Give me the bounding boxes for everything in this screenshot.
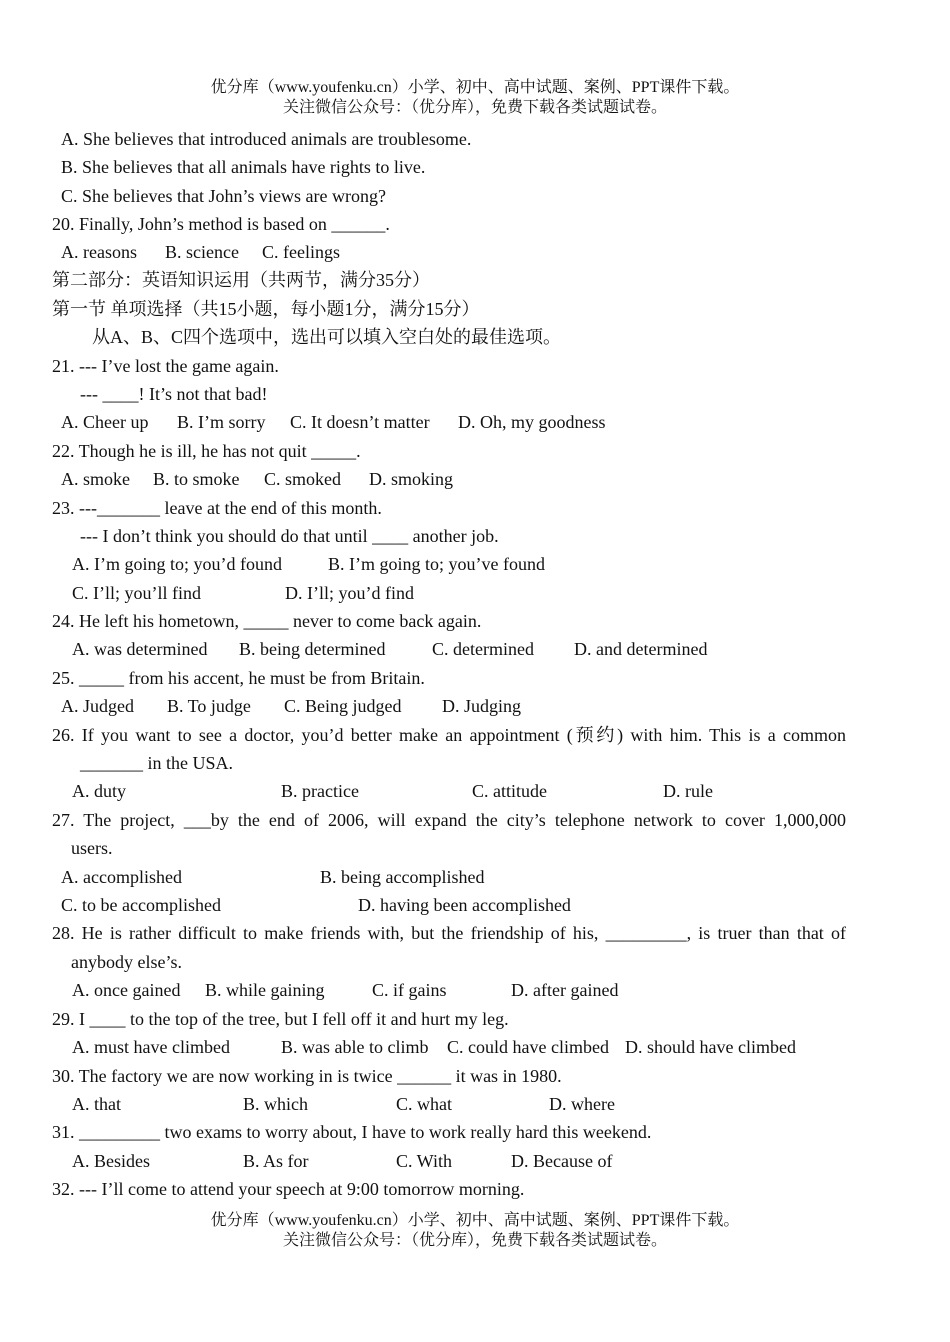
q26-option-a: A. duty	[72, 781, 126, 801]
q27-stem: 27. The project, ___by the end of 2006, will expand the city’s telephone network to cover 1,000,000	[52, 810, 846, 830]
q31-option-a: A. Besides	[72, 1151, 150, 1171]
q22-stem: 22. Though he is ill, he has not quit _____.	[52, 441, 361, 461]
q23-option-b: B. I’m going to; you’ve found	[328, 554, 545, 574]
q25-option-b: B. To judge	[167, 696, 251, 716]
q30-option-a: A. that	[72, 1094, 121, 1114]
q24-option-a: A. was determined	[72, 639, 208, 659]
q23-option-a: A. I’m going to; you’d found	[72, 554, 282, 574]
q32-stem: 32. --- I’ll come to attend your speech at 9:00 tomorrow morning.	[52, 1179, 525, 1199]
q19-option-b: B. She believes that all animals have rights to live.	[61, 157, 426, 177]
q20-option-c: C. feelings	[262, 242, 340, 262]
page-footer-line1: 优分库（www.youfenku.cn）小学、初中、高中试题、案例、PPT课件下载。	[210, 1212, 740, 1229]
q28-stem-cont: anybody else’s.	[71, 952, 182, 972]
q26-option-c: C. attitude	[472, 781, 547, 801]
q23-stem-reply: --- I don’t think you should do that until ____ another job.	[80, 526, 499, 546]
q20-stem: 20. Finally, John’s method is based on ______.	[52, 214, 390, 234]
part2-instruction: 从A、B、C四个选项中，选出可以填入空白处的最佳选项。	[92, 327, 562, 347]
q28-stem: 28. He is rather difficult to make friends with, but the friendship of his, _________, is truer than that of	[52, 923, 846, 943]
q30-option-d: D. where	[549, 1094, 615, 1114]
q28-option-a: A. once gained	[72, 980, 181, 1000]
q23-stem: 23. ---_______ leave at the end of this month.	[52, 498, 382, 518]
q26-option-d: D. rule	[663, 781, 713, 801]
q23-option-d: D. I’ll; you’d find	[285, 583, 414, 603]
q20-option-b: B. science	[165, 242, 239, 262]
q22-option-d: D. smoking	[369, 469, 454, 489]
part2-section1: 第一节 单项选择（共15小题，每小题1分，满分15分）	[52, 299, 480, 319]
q21-option-a: A. Cheer up	[61, 412, 149, 432]
q24-stem: 24. He left his hometown, _____ never to come back again.	[52, 611, 482, 631]
q29-option-c: C. could have climbed	[447, 1037, 609, 1057]
q29-stem: 29. I ____ to the top of the tree, but I fell off it and hurt my leg.	[52, 1009, 509, 1029]
page-header-line1: 优分库（www.youfenku.cn）小学、初中、高中试题、案例、PPT课件下载。	[210, 79, 740, 96]
q24-option-b: B. being determined	[239, 639, 386, 659]
q30-stem: 30. The factory we are now working in is twice ______ it was in 1980.	[52, 1066, 562, 1086]
q28-option-c: C. if gains	[372, 980, 447, 1000]
q29-option-d: D. should have climbed	[625, 1037, 796, 1057]
q24-option-c: C. determined	[432, 639, 534, 659]
q19-option-a: A. She believes that introduced animals are troublesome.	[61, 129, 472, 149]
q25-option-c: C. Being judged	[284, 696, 402, 716]
q21-stem: 21. --- I’ve lost the game again.	[52, 356, 279, 376]
q19-option-c: C. She believes that John’s views are wrong?	[61, 186, 386, 206]
q28-option-d: D. after gained	[511, 980, 619, 1000]
q29-option-b: B. was able to climb	[281, 1037, 429, 1057]
q26-option-b: B. practice	[281, 781, 359, 801]
q31-stem: 31. _________ two exams to worry about, I have to work really hard this weekend.	[52, 1122, 652, 1142]
q25-stem: 25. _____ from his accent, he must be from Britain.	[52, 668, 425, 688]
q20-option-a: A. reasons	[61, 242, 137, 262]
q27-option-b: B. being accomplished	[320, 867, 485, 887]
q23-option-c: C. I’ll; you’ll find	[72, 583, 201, 603]
page-header-line2: 关注微信公众号：（优分库），免费下载各类试题试卷。	[282, 99, 667, 116]
q26-stem: 26. If you want to see a doctor, you’d better make an appointment (预约) with him. This is a common	[52, 725, 846, 745]
q21-option-d: D. Oh, my goodness	[458, 412, 606, 432]
q27-option-a: A. accomplished	[61, 867, 182, 887]
q27-option-c: C. to be accomplished	[61, 895, 221, 915]
part2-title: 第二部分：英语知识运用（共两节，满分35分）	[52, 270, 430, 290]
q25-option-a: A. Judged	[61, 696, 134, 716]
q24-option-d: D. and determined	[574, 639, 708, 659]
q30-option-b: B. which	[243, 1094, 308, 1114]
q30-option-c: C. what	[396, 1094, 452, 1114]
q31-option-d: D. Because of	[511, 1151, 613, 1171]
q27-option-d: D. having been accomplished	[358, 895, 571, 915]
q21-option-c: C. It doesn’t matter	[290, 412, 430, 432]
q31-option-c: C. With	[396, 1151, 452, 1171]
q22-option-a: A. smoke	[61, 469, 130, 489]
q31-option-b: B. As for	[243, 1151, 309, 1171]
q22-option-c: C. smoked	[264, 469, 342, 489]
q22-option-b: B. to smoke	[153, 469, 240, 489]
q25-option-d: D. Judging	[442, 696, 522, 716]
q21-stem-reply: --- ____! It’s not that bad!	[80, 384, 268, 404]
page-footer-line2: 关注微信公众号：（优分库），免费下载各类试题试卷。	[282, 1232, 667, 1249]
q27-stem-cont: users.	[71, 838, 113, 858]
q21-option-b: B. I’m sorry	[177, 412, 266, 432]
q29-option-a: A. must have climbed	[72, 1037, 230, 1057]
q28-option-b: B. while gaining	[205, 980, 325, 1000]
q26-stem-cont: _______ in the USA.	[80, 753, 233, 773]
